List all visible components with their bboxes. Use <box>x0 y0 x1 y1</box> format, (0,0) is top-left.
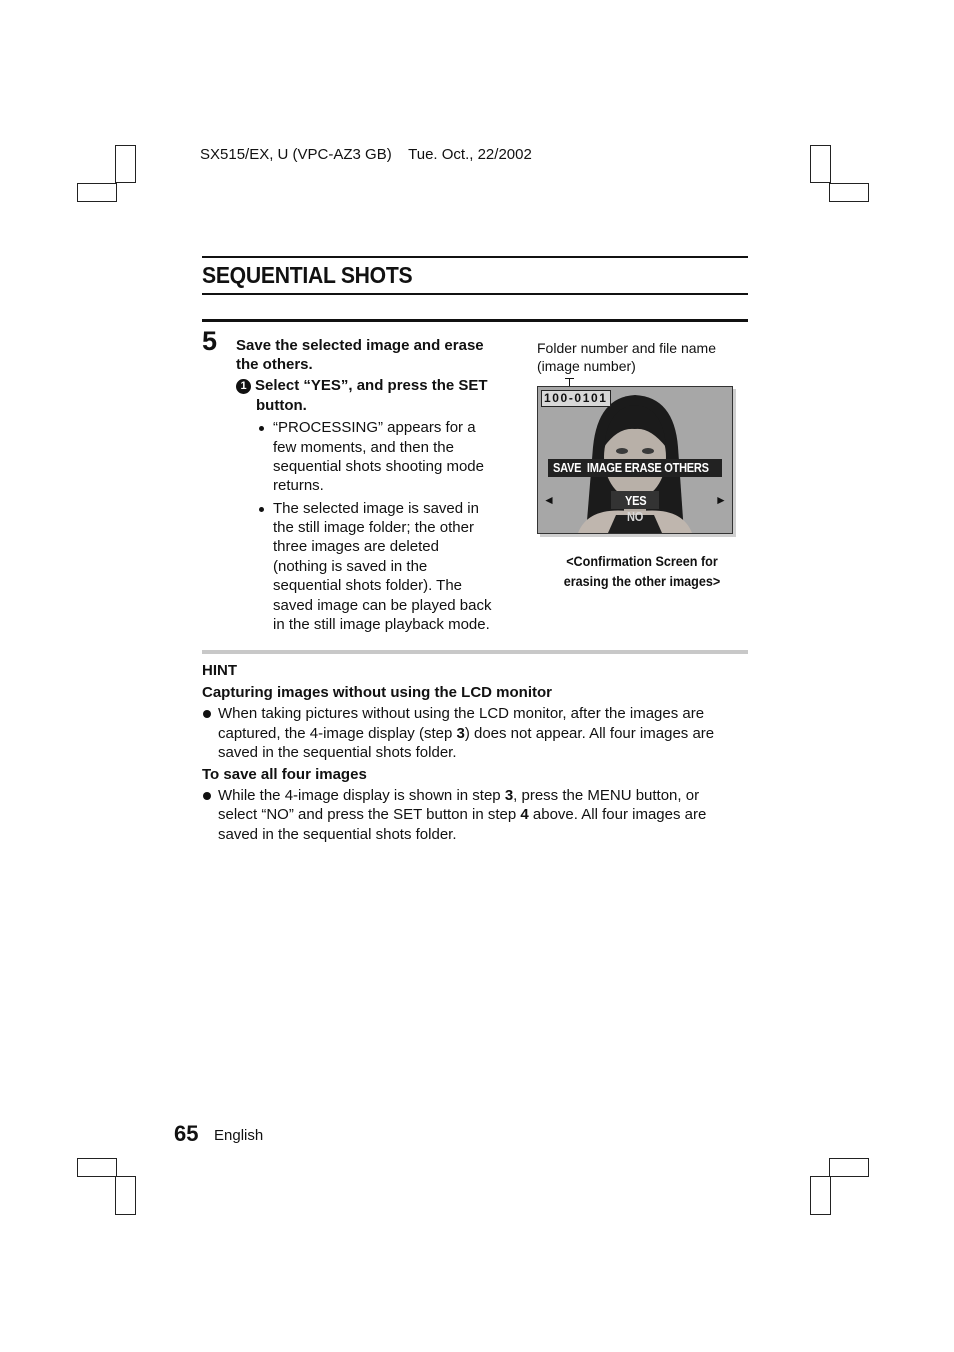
crop-mark-bl-vertical <box>115 1176 136 1215</box>
bullet1-line2: few moments, and then the <box>273 439 454 456</box>
substep-line2: button. <box>256 397 307 414</box>
step-top-rule <box>202 319 748 322</box>
bullet-dot-icon <box>259 507 264 512</box>
crop-mark-tl-vertical <box>115 145 136 183</box>
hint-para1-line2 <box>218 724 714 744</box>
step-heading-line2: the others. <box>236 356 313 373</box>
bullet-dot-icon <box>203 792 211 800</box>
figure-caption-line1: <Confirmation Screen for <box>566 553 718 569</box>
bullet2-line7: in the still image playback mode. <box>273 616 490 633</box>
bullet1-line3: sequential shots shooting mode <box>273 458 484 475</box>
section-title: SEQUENTIAL SHOTS <box>202 262 413 288</box>
no-option: NO <box>627 509 644 524</box>
figure-label-line1: Folder number and file name <box>537 340 716 356</box>
hint-para2-line2 <box>218 805 706 825</box>
title-top-rule <box>202 256 748 258</box>
bullet2-line4: (nothing is saved in the <box>273 558 428 575</box>
bullet2-line6: saved image can be played back <box>273 597 492 614</box>
crop-mark-br-vertical <box>810 1176 831 1215</box>
crop-mark-tr-vertical <box>810 145 831 183</box>
right-arrow-icon: ► <box>715 493 727 507</box>
yes-option: YES <box>625 493 647 508</box>
hint-title: HINT <box>202 662 237 679</box>
hint-para2-step-ref-b: 4 <box>520 806 529 823</box>
hint-para1-line3: saved in the sequential shots folder. <box>218 744 457 761</box>
hint-divider <box>202 650 748 654</box>
hint-para2-line3: saved in the sequential shots folder. <box>218 826 457 843</box>
hint-para2-step-ref-a: 3 <box>504 787 514 804</box>
hint-para1-step-ref: 3 <box>456 725 465 742</box>
hint-para1-line1: When taking pictures without using the LCD monitor, after the images are <box>218 705 705 722</box>
crop-mark-br-horizontal <box>829 1158 869 1177</box>
hint-para2-text-a: While the 4-image display is shown in step <box>218 787 505 804</box>
hint-para2-line1 <box>218 786 699 806</box>
menu-text: SAVE IMAGE ERASE OTHERS <box>553 460 709 475</box>
left-arrow-icon: ◄ <box>543 493 555 507</box>
step-number: 5 <box>202 326 218 356</box>
bullet1-line1: “PROCESSING” appears for a <box>273 419 476 436</box>
hint-subheading-1: Capturing images without using the LCD monitor <box>202 684 552 701</box>
hint-subheading-2: To save all four images <box>202 766 367 783</box>
crop-mark-tl-horizontal <box>77 183 117 202</box>
hint-para1-text-b: ) does not appear. All four images are <box>464 725 715 742</box>
label-leader-tick <box>565 378 574 379</box>
file-number-display: 100-0101 <box>541 390 611 407</box>
figure-caption-line2: erasing the other images> <box>563 573 721 589</box>
document-header: SX515/EX, U (VPC-AZ3 GB) Tue. Oct., 22/2002 <box>200 146 532 163</box>
title-bottom-rule <box>202 293 748 295</box>
substep-number-icon: 1 <box>236 379 251 394</box>
page-number: 65 <box>174 1121 199 1146</box>
step-heading-line1: Save the selected image and erase <box>236 337 484 354</box>
figure-label-line2: (image number) <box>537 358 636 374</box>
bullet-dot-icon <box>259 426 264 431</box>
footer-language: English <box>214 1127 264 1144</box>
substep-text-line1: Select “YES”, and press the SET <box>255 377 488 394</box>
confirmation-screen-image <box>537 386 733 534</box>
bullet2-line3: three images are deleted <box>273 538 439 555</box>
bullet2-line5: sequential shots folder). The <box>273 577 463 594</box>
hint-para2-text-b: , press the MENU button, or <box>513 787 700 804</box>
substep-line1 <box>236 376 488 396</box>
bullet1-line4: returns. <box>273 477 324 494</box>
crop-mark-bl-horizontal <box>77 1158 117 1177</box>
hint-para1-text-a: captured, the 4-image display (step <box>218 725 457 742</box>
hint-para2-text-d: above. All four images are <box>528 806 707 823</box>
bullet-dot-icon <box>203 710 211 718</box>
hint-para2-text-c: select “NO” and press the SET button in step <box>218 806 521 823</box>
crop-mark-tr-horizontal <box>829 183 869 202</box>
bullet2-line1: The selected image is saved in <box>273 500 479 517</box>
bullet2-line2: the still image folder; the other <box>273 519 474 536</box>
